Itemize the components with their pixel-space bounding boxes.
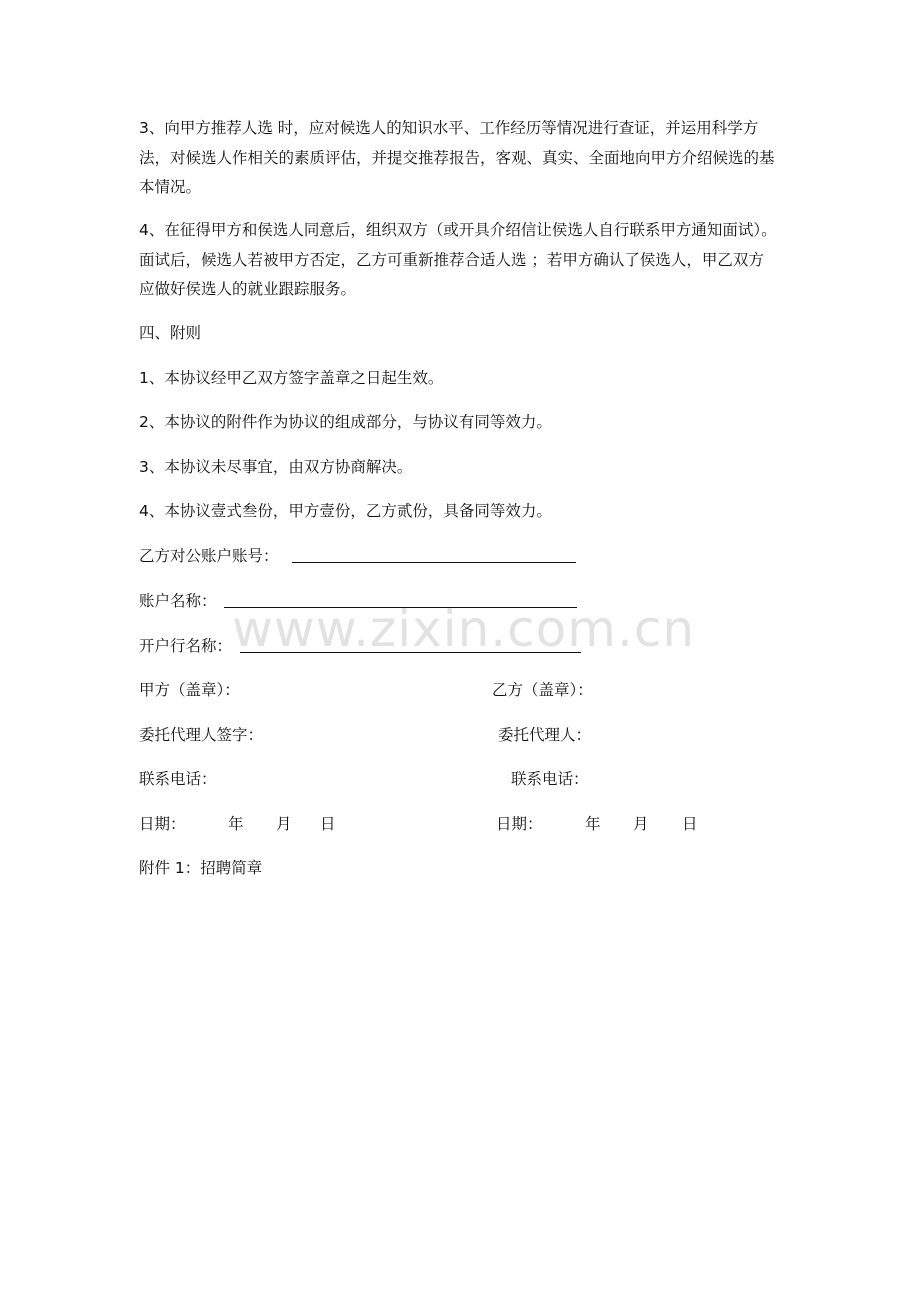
party-b-agent-label: 委托代理人： bbox=[498, 726, 592, 744]
party-b-month: 月 bbox=[633, 815, 649, 833]
article-3: 3、本协议未尽事宜，由双方协商解决。 bbox=[139, 458, 413, 476]
clause-4-paragraph: 4、在征得甲方和侯选人同意后，组织双方（或开具介绍信让侯选人自行联系甲方通知面试）。面试后，候选人若被甲方否定，乙方可重新推荐合适人选 ；若甲方确认了侯选人，甲乙双方应做好侯选人的就业跟踪服务。 bbox=[139, 221, 777, 298]
party-a-seal-label: 甲方（盖章）： bbox=[139, 681, 240, 699]
party-a-day: 日 bbox=[320, 815, 336, 833]
article-1: 1、本协议经甲乙双方签字盖章之日起生效。 bbox=[139, 369, 444, 387]
article-2: 2、本协议的附件作为协议的组成部分，与协议有同等效力。 bbox=[139, 413, 552, 431]
article-4: 4、本协议壹式叁份，甲方壹份，乙方贰份，具备同等效力。 bbox=[139, 502, 552, 520]
party-b-day: 日 bbox=[682, 815, 698, 833]
account-name-label: 账户名称： bbox=[139, 592, 217, 610]
party-a-year: 年 bbox=[228, 815, 244, 833]
party-a-month: 月 bbox=[276, 815, 292, 833]
party-a-phone-label: 联系电话： bbox=[139, 770, 217, 788]
section-title: 四、附则 bbox=[139, 324, 202, 342]
account-number-label: 乙方对公账户账号： bbox=[139, 547, 279, 565]
account-number-line bbox=[292, 562, 576, 563]
watermark: www.zixin.com.cn bbox=[232, 600, 696, 658]
party-b-year: 年 bbox=[585, 815, 601, 833]
bank-name-label: 开户行名称： bbox=[139, 637, 233, 655]
attachment-note: 附件 1：招聘简章 bbox=[139, 859, 263, 877]
party-a-agent-label: 委托代理人签字： bbox=[139, 726, 264, 744]
party-a-date-label: 日期： bbox=[139, 815, 186, 833]
party-b-seal-label: 乙方（盖章）： bbox=[492, 681, 593, 699]
party-b-date-label: 日期： bbox=[496, 815, 543, 833]
party-b-phone-label: 联系电话： bbox=[511, 770, 589, 788]
clause-3-paragraph: 3、向甲方推荐人选 时，应对候选人的知识水平、工作经历等情况进行查证，并运用科学方法，对候选人作相关的素质评估，并提交推荐报告，客观、真实、全面地向甲方介绍候选的基本情况。 bbox=[139, 119, 775, 196]
